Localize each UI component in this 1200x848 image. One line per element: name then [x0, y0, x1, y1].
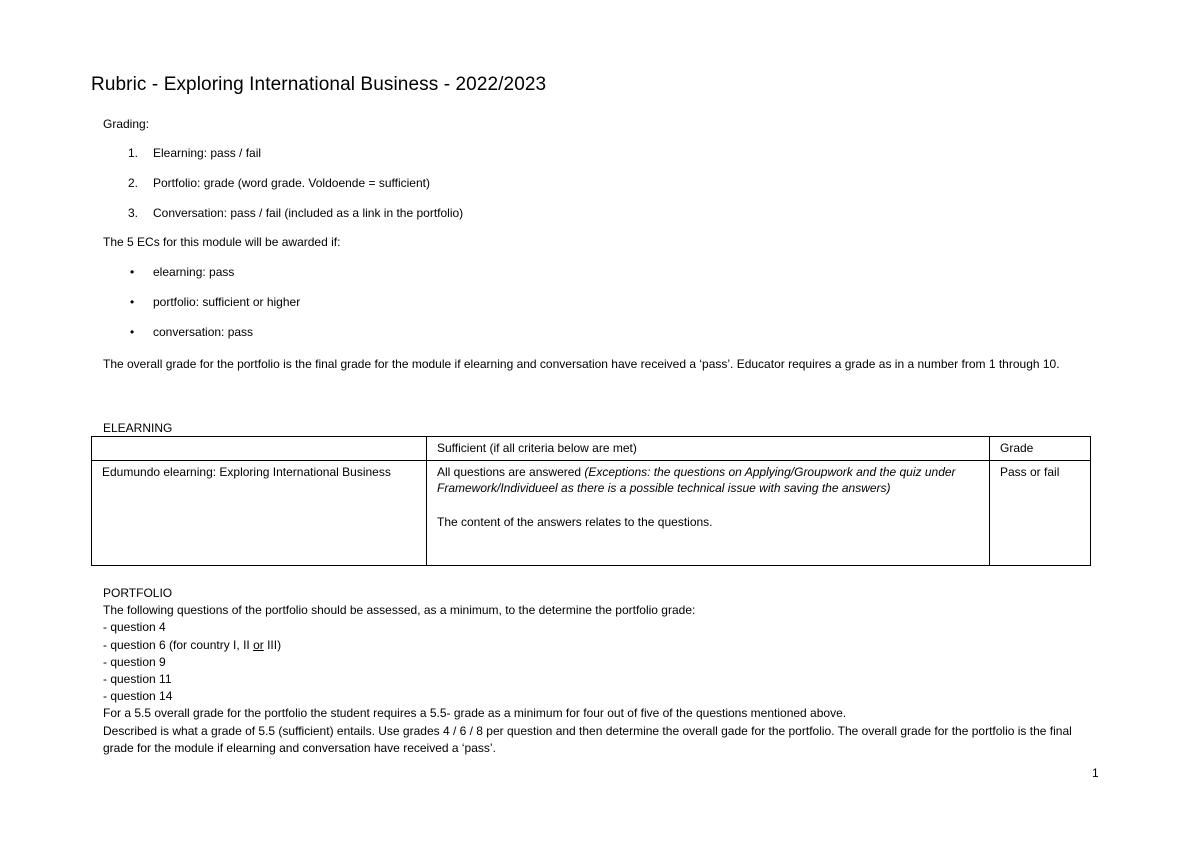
bullet-icon: •: [130, 265, 135, 279]
portfolio-question-11: - question 11: [103, 672, 172, 687]
criteria-paragraph: [437, 464, 979, 496]
page-number: 1: [1092, 766, 1099, 780]
portfolio-question-4: - question 4: [103, 620, 166, 635]
portfolio-question-14: - question 14: [103, 689, 173, 704]
table-row: [92, 461, 1091, 566]
portfolio-heading: PORTFOLIO: [103, 586, 173, 600]
grading-item-number-2: 2.: [128, 176, 139, 190]
portfolio-intro: The following questions of the portfolio should be assessed, as a minimum, to the determine the portfolio grade:: [103, 603, 696, 618]
portfolio-question-9: - question 9: [103, 654, 166, 669]
grading-item-portfolio: Portfolio: grade (word grade. Voldoende = sufficient): [153, 176, 430, 190]
ec-item-portfolio: portfolio: sufficient or higher: [153, 295, 301, 309]
grading-item-elearning: Elearning: pass / fail: [153, 146, 262, 160]
table-row-criteria: [427, 461, 990, 566]
portfolio-section: [103, 585, 1103, 757]
elearning-table: [91, 436, 1091, 566]
portfolio-minimum-text: For a 5.5 overall grade for the portfolio the student requires a 5.5- grade as a minimum for four out of five of the questions mentioned above.: [103, 706, 847, 721]
document-title: Rubric - Exploring International Business - 2022/2023: [91, 74, 547, 95]
or-underlined: or: [253, 637, 264, 652]
table-header-empty: [92, 437, 427, 461]
grading-item-number-1: 1.: [128, 146, 139, 160]
ec-item-conversation: conversation: pass: [153, 325, 254, 339]
grading-item-number-3: 3.: [128, 206, 139, 220]
grading-label: Grading:: [103, 117, 150, 131]
table-row-grade: Pass or fail: [990, 461, 1091, 566]
ec-intro: The 5 ECs for this module will be awarded if:: [103, 235, 341, 249]
table-row-label: Edumundo elearning: Exploring International Business: [92, 461, 427, 566]
overall-grade-text: The overall grade for the portfolio is the final grade for the module if elearning and conversation have received a ‘pass’. Educator requires a grade as in a number from 1 through 10.: [103, 357, 1060, 371]
criteria-lead: All questions are answered: [437, 465, 585, 479]
portfolio-described-text: Described is what a grade of 5.5 (sufficient) entails. Use grades 4 / 6 / 8 per question and then determine the overall gade for the portfolio. The overall grade for the portfolio is the final grade for the module if elearning and conversation have received a ‘pass’.: [103, 723, 1072, 755]
table-header-sufficient: Sufficient (if all criteria below are met): [427, 437, 990, 461]
grading-item-conversation: Conversation: pass / fail (included as a link in the portfolio): [153, 206, 464, 220]
portfolio-question-6: - question 6 (for country I, II or III): [103, 637, 282, 652]
table-header-row: [92, 437, 1091, 461]
criteria-content: The content of the answers relates to the questions.: [437, 515, 713, 529]
criteria-exceptions: (Exceptions: the questions on Applying/Groupwork and the quiz under Framework/Individueel as there is a possible technical issue with saving the answers): [437, 465, 956, 495]
elearning-heading: ELEARNING: [103, 421, 173, 435]
bullet-icon: •: [130, 295, 135, 309]
ec-item-elearning: elearning: pass: [153, 265, 235, 279]
bullet-icon: •: [130, 325, 135, 339]
table-header-grade: Grade: [990, 437, 1091, 461]
